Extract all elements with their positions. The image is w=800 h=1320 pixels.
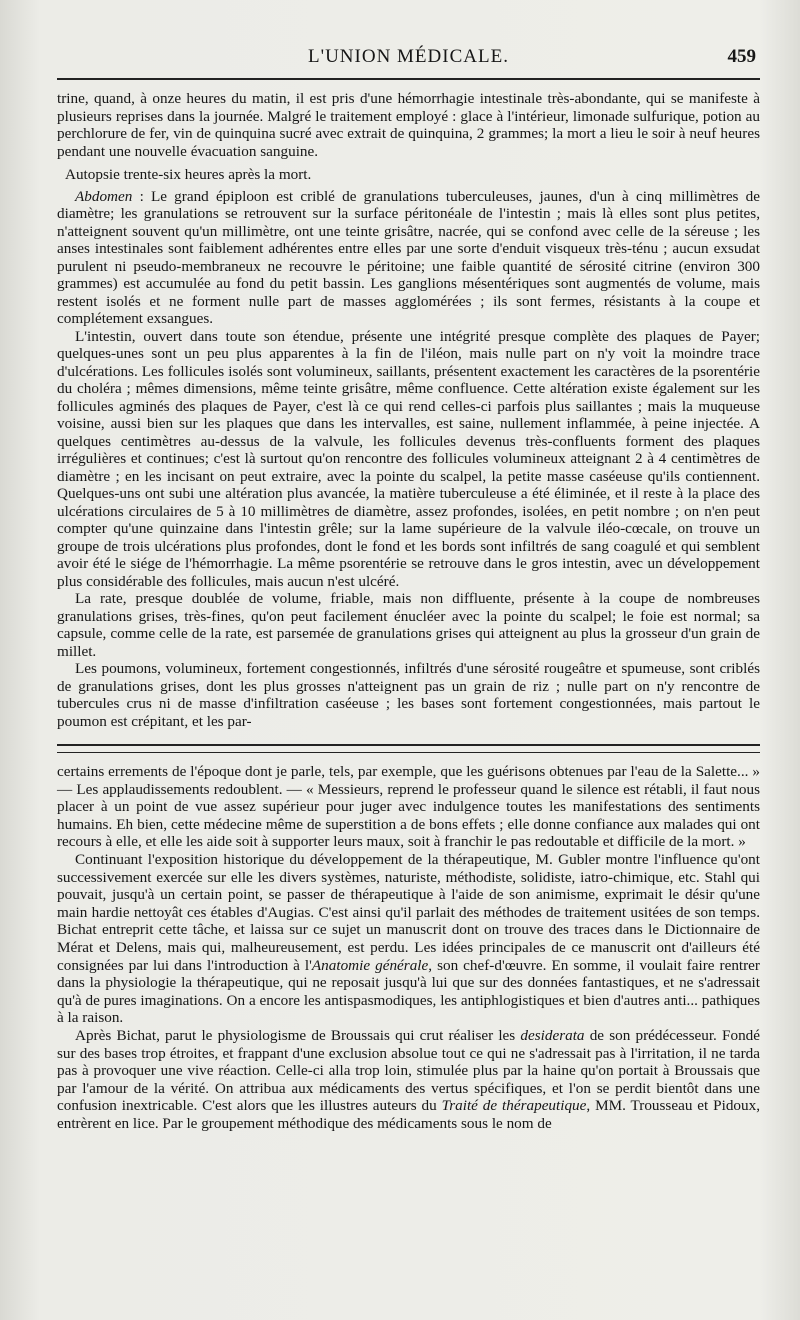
paragraph <box>57 1027 760 1133</box>
paragraph: La rate, presque doublée de volume, friable, mais non diffluente, présente à la coupe de nombreuses granulations grises, très-fines, qu'on peut facilement énucléer avec la pointe du scalpel; le foie est normal; sa capsule, comme celle de la rate, est parsemée de granulations grises qui atteignent au plus la grosseur d'un grain de millet. <box>57 590 760 660</box>
book-title: Anatomie générale <box>311 956 429 974</box>
text-run: Continuant l'exposition historique du développement de la thérapeutique, M. Gubler montre l'influence qu'ont successivement exercée sur elle les divers systèmes, naturiste, méthodiste, solidiste, iatro-chimique, etc. Stahl qui pouvait, jusqu'à un certain point, se passer de thérapeutique à l'aide de son animisme, exprimait le désir qu'une main hardie nettoyât ces étables d'Augias. C'est ainsi qu'il parlait des méthodes de traitement usitées de son temps. Bichat entreprit cette tâche, et laissa sur ce sujet un manuscrit dont on trouve des traces dans le Dictionnaire de Mérat et Delens, mais qui, malheureusement, est perdu. Les idées principales de ce manuscrit ont d'ailleurs été consignées par lui dans l'introduction à l' <box>57 850 760 974</box>
feuilleton-separator <box>57 744 760 753</box>
book-title: Traité de thérapeutique <box>441 1097 587 1115</box>
running-title: L'UNION MÉDICALE. <box>308 46 509 67</box>
text-run: Après Bichat, parut le physiologisme de Broussais qui crut réaliser les <box>75 1026 521 1044</box>
autopsy-heading: Autopsie trente-six heures après la mort. <box>65 166 312 183</box>
paragraph <box>57 851 760 1027</box>
paragraph <box>57 188 760 328</box>
header-rule <box>57 78 760 80</box>
paragraph: L'intestin, ouvert dans toute son étendue, présente une intégrité presque complète des plaques de Payer; quelques-unes sont un peu plus apparentes à la fin de l'iléon, mais nulle part on n'y voit la moindre trace d'ulcérations. Les follicules isolés sont volumineux, saillants, présentent exactement les caractères de la psorentérie du choléra ; mêmes dimensions, même teinte grisâtre, même confluence. Cette altération existe également sur les follicules agminés des plaques de Payer, c'est là ce qui rend celles-ci parfois plus saillantes ; mais la muqueuse voisine, aussi bien sur les plaques que dans les intervalles, est saine, nullement inflammée, à peine injectée. A quelques centimètres au-dessus de la valvule, les follicules devenus très-confluents forment des plaques irrégulières et continues; c'est là surtout qu'on rencontre des follicules volumineux atteignant 2 à 4 centimètres de diamètre ; en les incisant on peut extraire, avec la pointe du scalpel, la petite masse caséeuse qu'ils contiennent. Quelques-uns ont subi une altération plus avancée, la matière tuberculeuse a été éliminée, et il reste à la place des ulcérations circulaires de 5 à 10 millimètres de diamètre, assez profondes, isolées, en petit nombre ; on n'en peut compter qu'une quinzaine dans l'intestin grêle; sur la lame supérieure de la valvule iléo-cœcale, on trouve un groupe de trois ulcérations plus profondes, dont le fond et les bords sont infiltrés de sang coagulé et qui semblent avoir été le siége de l'hémorrhagie. La même psorentérie se retrouve dans le gros intestin, avec un développement plus considérable des follicules, mais aucun n'est ulcéré. <box>57 327 760 590</box>
abdomen-label: Abdomen <box>75 187 133 205</box>
page-number: 459 <box>727 46 756 67</box>
latin-term: desiderata <box>520 1026 585 1044</box>
paragraph: Les poumons, volumineux, fortement congestionnés, infiltrés d'une sérosité rougeâtre et spumeuse, sont criblés de granulations grises, dont les plus grosses n'atteignent pas un grain de riz ; nulle part on n'y rencontre de tubercules crus ni de masse d'infiltration caséeuse ; les bases sont fortement congestionnées, mais partout le poumon est crépitant, et les par- <box>57 660 760 730</box>
paragraph: trine, quand, à onze heures du matin, il est pris d'une hémorrhagie intestinale très-abondante, qui se manifeste à plusieurs reprises dans la journée. Malgré le traitement employé : glace à l'intérieur, limonade sulfurique, potion au perchlorure de fer, vin de quinquina sucré avec extrait de quinquina, 2 grammes; la mort a lieu le soir à neuf heures pendant une nouvelle évacuation sanguine. <box>57 90 760 160</box>
text-run: , MM. Trousseau et Pidoux, entrèrent en lice. Par le groupement méthodique des médicaments sous le nom de <box>57 1097 760 1132</box>
abdomen-text: : Le grand épiploon est criblé de granulations tuberculeuses, jaunes, d'un à cinq millimètres de diamètre; les granulations se retrouvent sur la surface péritonéale de l'intestin ; mais là elles sont plus petites, n'atteignent souvent qu'un millimètre, ont une teinte grisâtre, nacrée, qui se confond avec celle de la séreuse ; les anses intestinales sont faiblement adhérentes entre elles par une sorte d'enduit visqueux très-ténu ; aucun exsudat purulent ni pseudo-membraneux ne recouvre le péritoine; une faible quantité de sérosité citrine (environ 300 grammes) est accumulée au fond du petit bassin. Les ganglions mésentériques sont augmentés de volume, mais restent isolés et ne forment nulle part de masses agglomérées ; ils sont fermes, résistants à la coupe et complétement exsangues. <box>57 187 760 327</box>
page-header <box>57 0 760 78</box>
paragraph: certains errements de l'époque dont je parle, tels, par exemple, que les guérisons obtenues par l'eau de la Salette... » — Les applaudissements redoublent. — « Messieurs, reprend le professeur quand le silence est rétabli, il faut nous placer à un point de vue assez supérieur pour juger avec indulgence toutes les manifestations des sentiments humains. Eh bien, cette médecine même de superstition a de bons effets ; elle donne confiance aux malades qui ont recours à elle, et elle les aide soit à supporter leurs maux, soit à franchir le pas redoutable et difficile de la mort. » <box>57 763 760 851</box>
main-text <box>57 90 760 730</box>
text-run: , son chef-d'œuvre. En somme, il voulait faire rentrer dans la physiologie la thérapeutique, qui ne reposait jusqu'à lui que sur des données fantastiques, et ne s'adressait qu'à de pures imaginations. On a encore les antispasmodiques, les antiphlogistiques et bien d'autres anti... pathiques à la raison. <box>57 956 760 1027</box>
text-run: de son prédécesseur. Fondé sur des bases trop étroites, et frappant d'une exclusion absolue tout ce qui ne s'adressait pas à l'irritation, il ne tarda pas à provoquer une vive réaction. Celle-ci alla trop loin, stimulée plus par la haine qu'on portait à Broussais que par l'amour de la vérité. On attribua aux médicaments des vertus spécifiques, et l'on se perdit bientôt dans une confusion inextricable. C'est alors que les illustres auteurs du <box>57 1026 760 1115</box>
feuilleton-text <box>57 763 760 1132</box>
